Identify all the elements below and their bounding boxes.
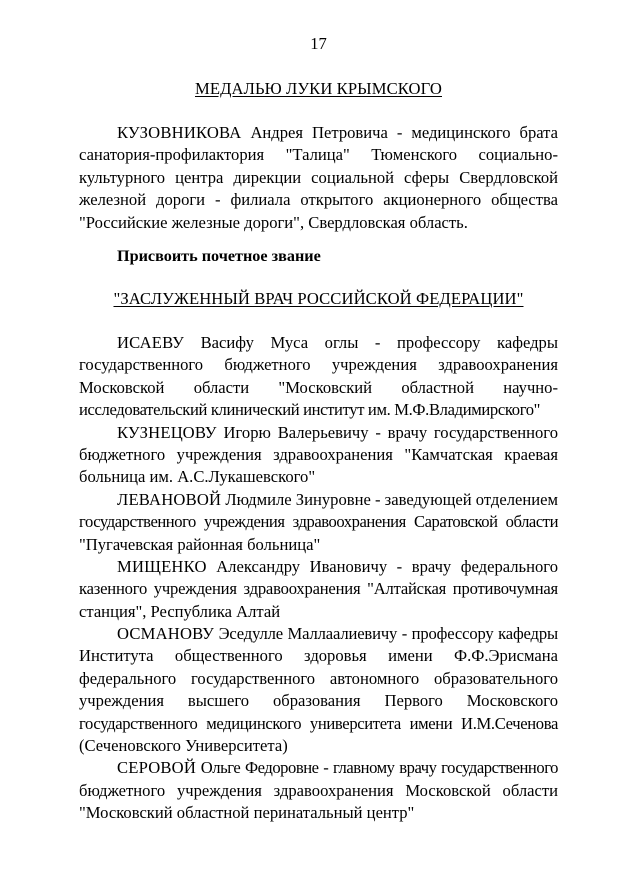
paragraph-line: учреждения высшего образования Первого Московского [79, 691, 558, 711]
recipient-entry [79, 422, 558, 489]
recipient-name: МИЩЕНКО [117, 556, 207, 576]
recipient-name: КУЗНЕЦОВУ [117, 422, 217, 442]
recipient-entry [79, 757, 558, 824]
paragraph-line: МИЩЕНКО Александру Ивановичу - врачу федерального [117, 556, 558, 576]
paragraph-line: "Российские железные дороги", Свердловская область. [79, 212, 468, 232]
paragraph-line: Московской области "Московский областной научно- [79, 377, 558, 397]
recipient-name: ЛЕВАНОВОЙ [117, 489, 222, 509]
paragraph-line: станция", Республика Алтай [79, 601, 281, 621]
paragraph-line: КУЗНЕЦОВУ Игорю Валерьевичу - врачу государственного [117, 422, 558, 442]
paragraph-line: государственного медицинского университета имени И.М.Сеченова [79, 713, 558, 733]
paragraph-line: ОСМАНОВУ Эседулле Маллаалиевичу - профессору кафедры [117, 624, 558, 644]
recipient-name: ОСМАНОВУ [117, 624, 215, 644]
paragraph-line: федерального государственного автономного образовательного [79, 668, 558, 688]
paragraph-line: исследовательский клинический институт им. М.Ф.Владимирского" [79, 400, 541, 420]
recipient-name: КУЗОВНИКОВА [117, 123, 242, 142]
paragraph-line: СЕРОВОЙ Ольге Федоровне - главному врачу государственного [117, 758, 558, 778]
honor-heading: "ЗАСЛУЖЕННЫЙ ВРАЧ РОССИЙСКОЙ ФЕДЕРАЦИИ" [113, 289, 524, 308]
recipient-entry [79, 332, 558, 422]
paragraph-line: "Московский областной перинатальный центр" [79, 803, 415, 823]
paragraph-line: ИСАЕВУ Васифу Муса оглы - профессору кафедры [117, 333, 558, 352]
paragraph-line: бюджетного учреждения здравоохранения Московской области [79, 780, 558, 800]
page-number: 17 [310, 34, 327, 53]
medal-recipient-entry [79, 122, 558, 234]
paragraph-line: больница им. А.С.Лукашевского" [79, 467, 316, 487]
recipient-entry [79, 623, 558, 757]
recipient-entry [79, 556, 558, 623]
paragraph-line: КУЗОВНИКОВА Андрея Петровича - медицинского брата [117, 123, 558, 142]
paragraph-line: железной дороги - филиала открытого акционерного общества [79, 190, 558, 210]
paragraph-line: ЛЕВАНОВОЙ Людмиле Зинуровне - заведующей отделением [117, 489, 558, 509]
recipient-entry [79, 489, 558, 556]
assign-title: Присвоить почетное звание [117, 247, 321, 265]
paragraph-line: казенного учреждения здравоохранения "Алтайская противочумная [79, 579, 558, 599]
paragraph-line: государственного бюджетного учреждения здравоохранения [79, 355, 558, 375]
paragraph-line: бюджетного учреждения здравоохранения "Камчатская краевая [79, 444, 558, 464]
paragraph-line: "Пугачевская районная больница" [79, 534, 321, 554]
paragraph-line: (Сеченовского Университета) [79, 736, 288, 756]
paragraph-line: Института общественного здоровья имени Ф.Ф.Эрисмана [79, 646, 558, 666]
paragraph-line: санатория-профилактория "Талица" Тюменского социально- [79, 145, 558, 165]
medal-recipient-paragraph [79, 122, 558, 234]
recipients-list [79, 332, 558, 825]
medal-heading: МЕДАЛЬЮ ЛУКИ КРЫМСКОГО [195, 79, 442, 98]
recipient-name: ИСАЕВУ [117, 333, 185, 352]
paragraph-line: культурного центра дирекции социальной сферы Свердловской [79, 167, 558, 187]
recipient-name: СЕРОВОЙ [117, 758, 197, 778]
paragraph-line: государственного учреждения здравоохранения Саратовской области [79, 512, 558, 532]
